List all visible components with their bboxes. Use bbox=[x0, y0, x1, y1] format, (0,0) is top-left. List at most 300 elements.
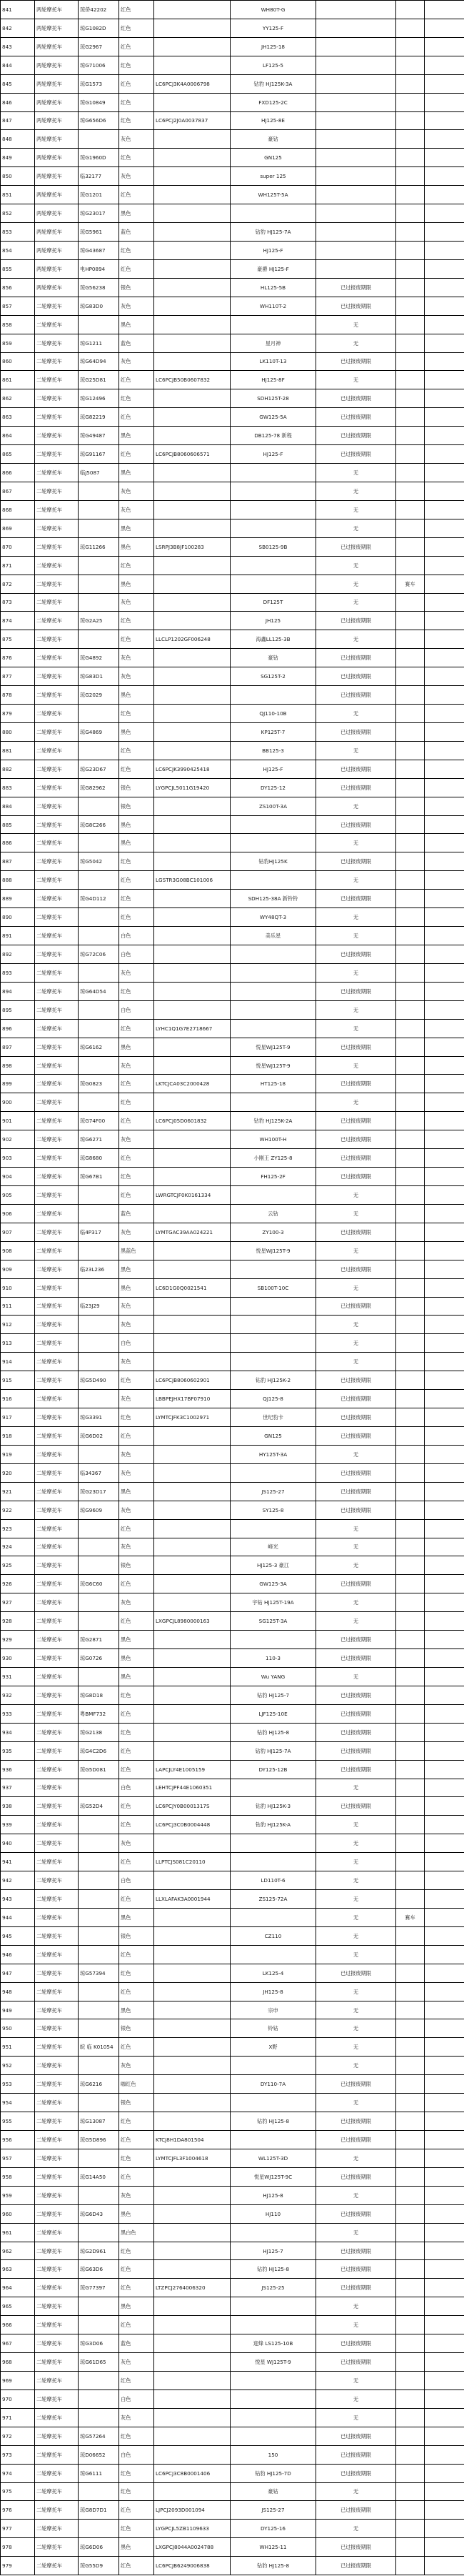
plate-number bbox=[79, 1612, 119, 1631]
row-number: 850 bbox=[1, 167, 35, 186]
scrap-status: 无 bbox=[316, 2297, 396, 2316]
row-number: 876 bbox=[1, 649, 35, 667]
vehicle-color: 红色 bbox=[119, 2112, 154, 2131]
row-number: 916 bbox=[1, 1390, 35, 1408]
vehicle-model: 豪钻 bbox=[231, 649, 316, 667]
scrap-status: 已过报废期限 bbox=[316, 2167, 396, 2186]
blank-cell bbox=[425, 705, 464, 723]
blank-cell bbox=[425, 1834, 464, 1853]
table-row bbox=[1, 2019, 464, 2038]
table-row bbox=[1, 519, 464, 537]
blank-cell bbox=[425, 741, 464, 760]
vehicle-model bbox=[231, 815, 316, 834]
remark bbox=[396, 1816, 425, 1834]
scrap-status: 无 bbox=[316, 464, 396, 482]
vehicle-color: 灰色 bbox=[119, 1056, 154, 1075]
remark bbox=[396, 1538, 425, 1556]
blank-cell bbox=[425, 1667, 464, 1686]
scrap-status: 无 bbox=[316, 1908, 396, 1926]
vehicle-type: 二轮摩托车 bbox=[35, 1501, 79, 1519]
scrap-status bbox=[316, 19, 396, 37]
vehicle-color: 红色 bbox=[119, 2557, 154, 2575]
vehicle-model: LF125-5 bbox=[231, 56, 316, 74]
vehicle-color: 红色 bbox=[119, 1945, 154, 1964]
table-row bbox=[1, 241, 464, 259]
row-number: 845 bbox=[1, 74, 35, 93]
blank-cell bbox=[425, 667, 464, 686]
blank-cell bbox=[425, 2501, 464, 2520]
table-row bbox=[1, 1741, 464, 1760]
vin-number: LWRGTCJF0K0161334 bbox=[154, 1186, 231, 1205]
vehicle-color: 白色 bbox=[119, 1871, 154, 1890]
vin-number bbox=[154, 1056, 231, 1075]
vehicle-model: DY125-12B bbox=[231, 1760, 316, 1779]
row-number: 948 bbox=[1, 1982, 35, 2001]
vehicle-color: 红色 bbox=[119, 37, 154, 56]
plate-number: 琼G83D0 bbox=[79, 297, 119, 315]
remark bbox=[396, 945, 425, 964]
scrap-status: 已过报废期限 bbox=[316, 408, 396, 427]
plate-number: 琼G13087 bbox=[79, 2112, 119, 2131]
vin-number bbox=[154, 2204, 231, 2223]
vin-number bbox=[154, 2260, 231, 2279]
vehicle-model: ZS125-72A bbox=[231, 1890, 316, 1909]
remark bbox=[396, 1223, 425, 1241]
scrap-status: 无 bbox=[316, 963, 396, 982]
remark bbox=[396, 1945, 425, 1964]
vehicle-type: 二轮摩托车 bbox=[35, 482, 79, 500]
plate-number bbox=[79, 1556, 119, 1575]
remark bbox=[396, 2408, 425, 2427]
vehicle-color: 灰色 bbox=[119, 2408, 154, 2427]
row-number: 852 bbox=[1, 204, 35, 223]
vehicle-color: 灰色 bbox=[119, 649, 154, 667]
plate-number bbox=[79, 1056, 119, 1075]
plate-number: 琼G8D7D1 bbox=[79, 2501, 119, 2520]
vin-number bbox=[154, 1316, 231, 1334]
vehicle-color: 黑色 bbox=[119, 722, 154, 741]
table-row bbox=[1, 686, 464, 705]
plate-number: 琼G6D06 bbox=[79, 2538, 119, 2557]
scrap-status: 已过报废期限 bbox=[316, 1038, 396, 1056]
vehicle-type: 二轮摩托车 bbox=[35, 556, 79, 575]
vehicle-color: 蓝色 bbox=[119, 334, 154, 352]
remark: 赛车 bbox=[396, 1908, 425, 1926]
remark bbox=[396, 408, 425, 427]
vehicle-type: 二轮摩托车 bbox=[35, 2001, 79, 2019]
plate-number: 琼G1960D bbox=[79, 149, 119, 167]
row-number: 960 bbox=[1, 2204, 35, 2223]
blank-cell bbox=[425, 2019, 464, 2038]
row-number: 886 bbox=[1, 834, 35, 852]
blank-cell bbox=[425, 149, 464, 167]
scrap-status: 已过报废期限 bbox=[316, 1223, 396, 1241]
vehicle-color: 红色 bbox=[119, 741, 154, 760]
row-number: 935 bbox=[1, 1741, 35, 1760]
vehicle-model: HL125-5B bbox=[231, 278, 316, 297]
scrap-status: 无 bbox=[316, 1890, 396, 1909]
blank-cell bbox=[425, 1, 464, 19]
scrap-status: 已过报废期限 bbox=[316, 2334, 396, 2353]
plate-number: 琼G2029 bbox=[79, 686, 119, 705]
remark bbox=[396, 2520, 425, 2538]
vehicle-model bbox=[231, 2094, 316, 2112]
vehicle-model: super 125 bbox=[231, 167, 316, 186]
row-number: 953 bbox=[1, 2075, 35, 2094]
remark bbox=[396, 760, 425, 778]
vehicle-model: BB125-3 bbox=[231, 741, 316, 760]
plate-number bbox=[79, 1278, 119, 1297]
vehicle-model bbox=[231, 834, 316, 852]
plate-number: 琼G6216 bbox=[79, 2075, 119, 2094]
vehicle-type: 二轮摩托车 bbox=[35, 1426, 79, 1445]
vehicle-color: 红色 bbox=[119, 2464, 154, 2482]
vehicle-color: 银色 bbox=[119, 2019, 154, 2038]
vin-number bbox=[154, 1353, 231, 1371]
vehicle-model: 钻豹 HJ125K-3 bbox=[231, 1797, 316, 1816]
vehicle-model: WH125T-5A bbox=[231, 186, 316, 204]
remark bbox=[396, 1056, 425, 1075]
vehicle-color: 红色 bbox=[119, 1890, 154, 1909]
table-row bbox=[1, 334, 464, 352]
vehicle-model: 豪钻 bbox=[231, 130, 316, 149]
remark bbox=[396, 241, 425, 259]
blank-cell bbox=[425, 815, 464, 834]
scrap-status: 已过报废期限 bbox=[316, 352, 396, 371]
vin-number bbox=[154, 649, 231, 667]
vehicle-type: 二轮摩托车 bbox=[35, 2464, 79, 2482]
plate-number: 临23L236 bbox=[79, 1260, 119, 1278]
row-number: 865 bbox=[1, 445, 35, 464]
blank-cell bbox=[425, 982, 464, 1000]
scrap-status: 无 bbox=[316, 2482, 396, 2501]
remark bbox=[396, 1000, 425, 1019]
remark bbox=[396, 890, 425, 908]
vehicle-color: 蓝色 bbox=[119, 2334, 154, 2353]
remark bbox=[396, 1168, 425, 1186]
vehicle-model: CZ110 bbox=[231, 1926, 316, 1945]
vehicle-color: 红色 bbox=[119, 2260, 154, 2279]
blank-cell bbox=[425, 760, 464, 778]
plate-number bbox=[79, 2186, 119, 2204]
vehicle-type: 两轮摩托车 bbox=[35, 149, 79, 167]
vin-number bbox=[154, 389, 231, 408]
remark bbox=[396, 1093, 425, 1112]
vin-number bbox=[154, 1093, 231, 1112]
vehicle-model: WH100T-H bbox=[231, 1130, 316, 1149]
vehicle-model bbox=[231, 1260, 316, 1278]
plate-number: 琼G23D17 bbox=[79, 1482, 119, 1501]
remark bbox=[396, 315, 425, 334]
vin-number bbox=[154, 93, 231, 111]
vin-number bbox=[154, 852, 231, 871]
plate-number: 琼G11266 bbox=[79, 537, 119, 556]
remark bbox=[396, 1704, 425, 1723]
table-row bbox=[1, 945, 464, 964]
vehicle-model: 铃钻 bbox=[231, 2019, 316, 2038]
vin-number: LGSTR3G08BC101006 bbox=[154, 871, 231, 890]
vehicle-type: 二轮摩托车 bbox=[35, 2353, 79, 2372]
vin-number bbox=[154, 1, 231, 19]
scrap-status: 已过报废期限 bbox=[316, 1297, 396, 1316]
vehicle-model: 美乐星 bbox=[231, 927, 316, 945]
row-number: 867 bbox=[1, 482, 35, 500]
vehicle-model: Wu YANG bbox=[231, 1667, 316, 1686]
table-row bbox=[1, 223, 464, 242]
scrap-status: 已过报废期限 bbox=[316, 2204, 396, 2223]
blank-cell bbox=[425, 2057, 464, 2075]
row-number: 978 bbox=[1, 2538, 35, 2557]
table-row bbox=[1, 908, 464, 927]
blank-cell bbox=[425, 2334, 464, 2353]
blank-cell bbox=[425, 1000, 464, 1019]
vin-number: KTCJ8H1DA801504 bbox=[154, 2131, 231, 2149]
vin-number bbox=[154, 334, 231, 352]
row-number: 858 bbox=[1, 315, 35, 334]
vehicle-color: 红色 bbox=[119, 371, 154, 389]
vehicle-color: 红色 bbox=[119, 1, 154, 19]
remark bbox=[396, 2001, 425, 2019]
table-row bbox=[1, 1982, 464, 2001]
remark bbox=[396, 2501, 425, 2520]
vehicle-type: 二轮摩托车 bbox=[35, 2094, 79, 2112]
blank-cell bbox=[425, 500, 464, 519]
row-number: 966 bbox=[1, 2316, 35, 2334]
row-number: 847 bbox=[1, 111, 35, 130]
vehicle-type: 二轮摩托车 bbox=[35, 760, 79, 778]
remark bbox=[396, 2019, 425, 2038]
scrap-status: 已过报废期限 bbox=[316, 1130, 396, 1149]
blank-cell bbox=[425, 2408, 464, 2427]
row-number: 849 bbox=[1, 149, 35, 167]
vehicle-model: HJ125-3 豪江 bbox=[231, 1556, 316, 1575]
vehicle-color: 红色 bbox=[119, 871, 154, 890]
blank-cell bbox=[425, 1390, 464, 1408]
row-number: 857 bbox=[1, 297, 35, 315]
blank-cell bbox=[425, 1519, 464, 1538]
vehicle-type: 二轮摩托车 bbox=[35, 1631, 79, 1649]
vehicle-color: 红色 bbox=[119, 2520, 154, 2538]
row-number: 954 bbox=[1, 2094, 35, 2112]
row-number: 974 bbox=[1, 2464, 35, 2482]
row-number: 952 bbox=[1, 2057, 35, 2075]
table-row bbox=[1, 1667, 464, 1686]
vin-number: LBBPEJHX17BF07910 bbox=[154, 1390, 231, 1408]
vehicle-model bbox=[231, 2297, 316, 2316]
remark bbox=[396, 259, 425, 278]
blank-cell bbox=[425, 1260, 464, 1278]
blank-cell bbox=[425, 2242, 464, 2260]
plate-number: 琼G6271 bbox=[79, 1130, 119, 1149]
row-number: 957 bbox=[1, 2149, 35, 2167]
vehicle-color: 黑色 bbox=[119, 2204, 154, 2223]
vehicle-type: 二轮摩托车 bbox=[35, 630, 79, 649]
scrap-status: 已过报废期限 bbox=[316, 1168, 396, 1186]
plate-number bbox=[79, 908, 119, 927]
table-row bbox=[1, 2297, 464, 2316]
blank-cell bbox=[425, 1463, 464, 1482]
blank-cell bbox=[425, 111, 464, 130]
plate-number: 临J5087 bbox=[79, 464, 119, 482]
remark bbox=[396, 1982, 425, 2001]
row-number: 870 bbox=[1, 537, 35, 556]
vehicle-type: 二轮摩托车 bbox=[35, 2372, 79, 2390]
row-number: 882 bbox=[1, 760, 35, 778]
scrap-status: 无 bbox=[316, 2223, 396, 2242]
scrap-status: 无 bbox=[316, 908, 396, 927]
blank-cell bbox=[425, 1741, 464, 1760]
remark bbox=[396, 1019, 425, 1038]
blank-cell bbox=[425, 1704, 464, 1723]
remark bbox=[396, 1130, 425, 1149]
vehicle-type: 二轮摩托车 bbox=[35, 1982, 79, 2001]
vehicle-type: 二轮摩托车 bbox=[35, 2131, 79, 2149]
vehicle-model: JS125-25 bbox=[231, 2279, 316, 2297]
table-row bbox=[1, 1871, 464, 1890]
remark bbox=[396, 982, 425, 1000]
vin-number: LC6D1G0Q0021541 bbox=[154, 1278, 231, 1297]
vehicle-type: 二轮摩托车 bbox=[35, 2445, 79, 2464]
blank-cell bbox=[425, 464, 464, 482]
row-number: 940 bbox=[1, 1834, 35, 1853]
vehicle-color: 红色 bbox=[119, 1075, 154, 1093]
scrap-status: 已过报废期限 bbox=[316, 2464, 396, 2482]
plate-number bbox=[79, 1908, 119, 1926]
vehicle-model: HT125-18 bbox=[231, 1075, 316, 1093]
blank-cell bbox=[425, 278, 464, 297]
vehicle-type: 二轮摩托车 bbox=[35, 500, 79, 519]
row-number: 905 bbox=[1, 1186, 35, 1205]
blank-cell bbox=[425, 74, 464, 93]
vehicle-type: 二轮摩托车 bbox=[35, 1130, 79, 1149]
table-row bbox=[1, 2427, 464, 2445]
row-number: 869 bbox=[1, 519, 35, 537]
vehicle-color: 黑色 bbox=[119, 315, 154, 334]
blank-cell bbox=[425, 241, 464, 259]
remark bbox=[396, 1426, 425, 1445]
table-row bbox=[1, 278, 464, 297]
vin-number bbox=[154, 815, 231, 834]
row-number: 891 bbox=[1, 927, 35, 945]
table-row bbox=[1, 2075, 464, 2094]
remark bbox=[396, 2353, 425, 2372]
plate-number bbox=[79, 1871, 119, 1890]
blank-cell bbox=[425, 1223, 464, 1241]
vehicle-type: 二轮摩托车 bbox=[35, 797, 79, 815]
table-row bbox=[1, 2464, 464, 2482]
remark bbox=[396, 186, 425, 204]
remark bbox=[396, 2186, 425, 2204]
scrap-status: 无 bbox=[316, 1779, 396, 1797]
plate-number bbox=[79, 1000, 119, 1019]
row-number: 842 bbox=[1, 19, 35, 37]
vehicle-type: 二轮摩托车 bbox=[35, 1463, 79, 1482]
vehicle-color: 红色 bbox=[119, 93, 154, 111]
blank-cell bbox=[425, 852, 464, 871]
blank-cell bbox=[425, 1908, 464, 1926]
vehicle-color: 红色 bbox=[119, 2482, 154, 2501]
blank-cell bbox=[425, 1890, 464, 1909]
remark bbox=[396, 1371, 425, 1390]
vehicle-model bbox=[231, 315, 316, 334]
scrap-status: 无 bbox=[316, 1612, 396, 1631]
vin-number bbox=[154, 223, 231, 242]
vin-number bbox=[154, 2167, 231, 2186]
vehicle-color: 黑色 bbox=[119, 686, 154, 705]
scrap-status: 无 bbox=[316, 1834, 396, 1853]
table-row bbox=[1, 1797, 464, 1816]
table-row bbox=[1, 1445, 464, 1463]
row-number: 937 bbox=[1, 1779, 35, 1797]
blank-cell bbox=[425, 37, 464, 56]
remark bbox=[396, 686, 425, 705]
vin-number bbox=[154, 427, 231, 445]
remark bbox=[396, 19, 425, 37]
vin-number bbox=[154, 2353, 231, 2372]
vehicle-type: 两轮摩托车 bbox=[35, 204, 79, 223]
row-number: 928 bbox=[1, 1612, 35, 1631]
vin-number bbox=[154, 2297, 231, 2316]
plate-number: 粤BMF732 bbox=[79, 1704, 119, 1723]
vehicle-color: 红色 bbox=[119, 445, 154, 464]
remark bbox=[396, 2538, 425, 2557]
scrap-status: 无 bbox=[316, 1353, 396, 1371]
vehicle-type: 两轮摩托车 bbox=[35, 1, 79, 19]
plate-number bbox=[79, 500, 119, 519]
remark bbox=[396, 593, 425, 612]
table-row bbox=[1, 427, 464, 445]
vehicle-type: 二轮摩托车 bbox=[35, 2186, 79, 2204]
vehicle-color: 红色 bbox=[119, 186, 154, 204]
vehicle-model: 星月神 bbox=[231, 334, 316, 352]
vehicle-model bbox=[231, 500, 316, 519]
vehicle-color: 红色 bbox=[119, 2316, 154, 2334]
remark bbox=[396, 1316, 425, 1334]
row-number: 964 bbox=[1, 2279, 35, 2297]
vin-number bbox=[154, 1297, 231, 1316]
remark bbox=[396, 1797, 425, 1816]
blank-cell bbox=[425, 2131, 464, 2149]
scrap-status: 已过报废期限 bbox=[316, 852, 396, 871]
table-row bbox=[1, 1890, 464, 1909]
vin-number bbox=[154, 37, 231, 56]
plate-number bbox=[79, 834, 119, 852]
blank-cell bbox=[425, 612, 464, 630]
plate-number: 琼G6D02 bbox=[79, 1426, 119, 1445]
vin-number: LYMTGAC39AA024221 bbox=[154, 1223, 231, 1241]
vehicle-type: 二轮摩托车 bbox=[35, 1445, 79, 1463]
scrap-status: 无 bbox=[316, 1945, 396, 1964]
vehicle-model: HY125T-3A bbox=[231, 1445, 316, 1463]
row-number: 958 bbox=[1, 2167, 35, 2186]
vin-number bbox=[154, 2408, 231, 2427]
blank-cell bbox=[425, 1334, 464, 1353]
scrap-status bbox=[316, 1, 396, 19]
scrap-status: 已过报废期限 bbox=[316, 1704, 396, 1723]
vehicle-model: 悦星WJ125T-9 bbox=[231, 1038, 316, 1056]
table-row bbox=[1, 1000, 464, 1019]
vin-number bbox=[154, 927, 231, 945]
vehicle-color: 红色 bbox=[119, 1168, 154, 1186]
vehicle-model: 150 bbox=[231, 2445, 316, 2464]
vin-number bbox=[154, 1741, 231, 1760]
vin-number bbox=[154, 167, 231, 186]
remark bbox=[396, 871, 425, 890]
vin-number: LYMTCJFK3C1002971 bbox=[154, 1408, 231, 1427]
vehicle-model bbox=[231, 686, 316, 705]
scrap-status: 无 bbox=[316, 371, 396, 389]
remark bbox=[396, 1334, 425, 1353]
